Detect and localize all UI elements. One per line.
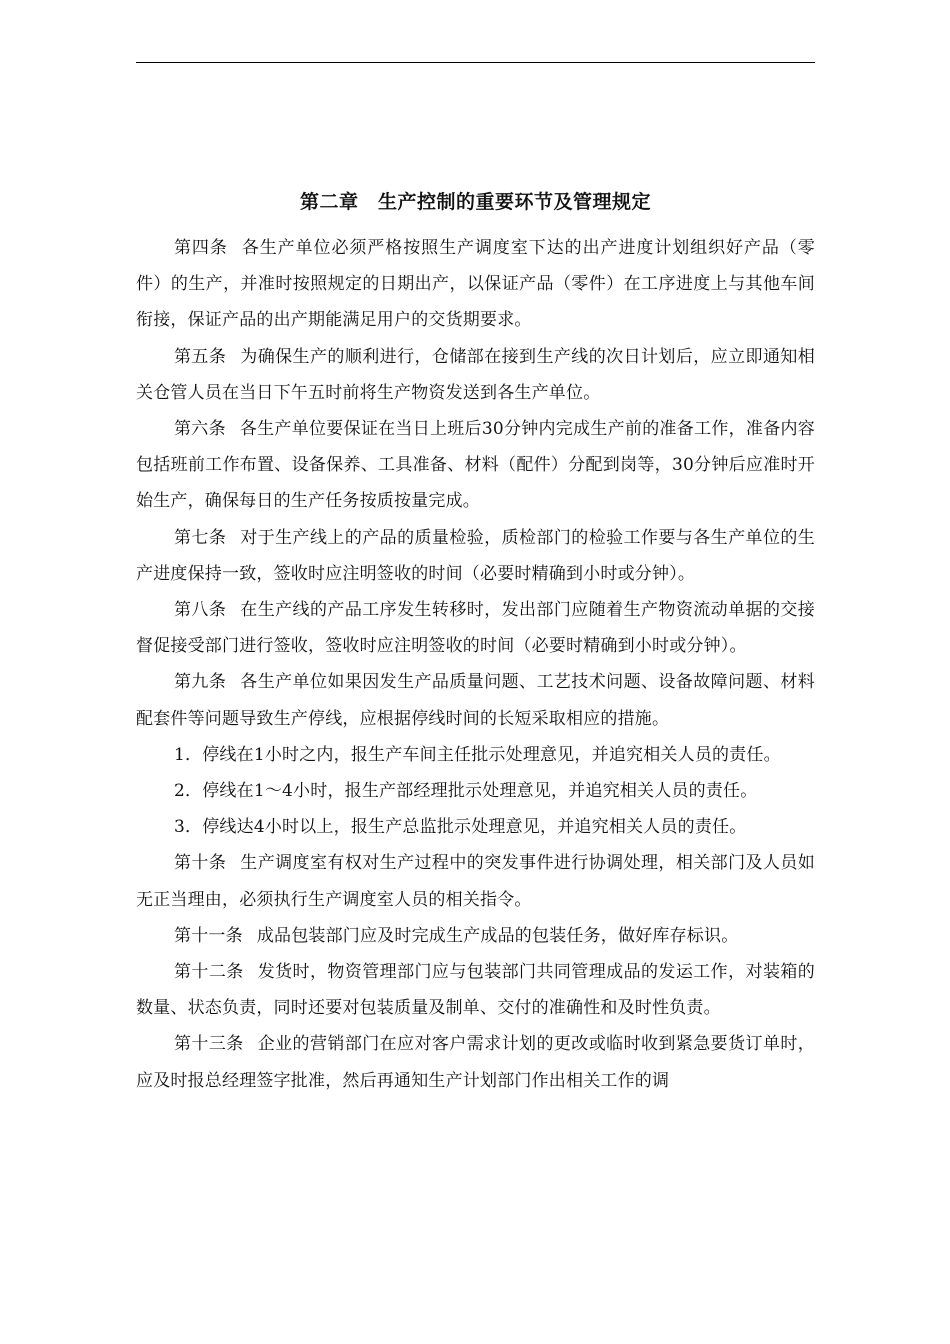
article-11 <box>136 918 815 954</box>
article-text: 各生产单位必须严格按照生产调度室下达的出产进度计划组织好产品（零件）的生产，并准时按照规定的日期出产，以保证产品（零件）在工序进度上与其他车间衔接，保证产品的出产期能满足用户的交货期要求。 <box>136 238 815 331</box>
article-label: 第八条 <box>174 600 227 621</box>
article-text: 发货时，物资管理部门应与包装部门共同管理成品的发运工作，对装箱的数量、状态负责，同时还要对包装质量及制单、交付的准确性和及时性负责。 <box>136 962 815 1019</box>
article-label: 第六条 <box>174 419 226 440</box>
article-6 <box>136 411 815 520</box>
article-text: 在生产线的产品工序发生转移时，发出部门应随着生产物资流动单据的交接督促接受部门进行签收，签收时应注明签收的时间（必要时精确到小时或分钟）。 <box>136 600 815 657</box>
article-label: 第七条 <box>174 527 227 548</box>
article-label: 第十一条 <box>174 925 243 946</box>
article-text: 为确保生产的顺利进行，仓储部在接到生产线的次日计划后，应立即通知相关仓管人员在当日下午五时前将生产物资发送到各生产单位。 <box>136 346 815 403</box>
list-item-1 <box>136 737 815 773</box>
article-10 <box>136 845 815 917</box>
document-body <box>136 188 815 1099</box>
list-item-text: 2．停线在1～4小时，报生产部经理批示处理意见，并追究相关人员的责任。 <box>174 781 758 802</box>
article-text: 生产调度室有权对生产过程中的突发事件进行协调处理，相关部门及人员如无正当理由，必须执行生产调度室人员的相关指令。 <box>136 853 815 910</box>
list-item-text: 3．停线达4小时以上，报生产总监批示处理意见，并追究相关人员的责任。 <box>174 817 747 838</box>
article-13 <box>136 1026 815 1098</box>
list-item-text: 1．停线在1小时之内，报生产车间主任批示处理意见，并追究相关人员的责任。 <box>174 744 781 765</box>
article-9 <box>136 664 815 736</box>
article-label: 第四条 <box>174 238 228 258</box>
list-item-2 <box>136 773 815 809</box>
list-item-3 <box>136 809 815 845</box>
article-7 <box>136 520 815 592</box>
article-5 <box>136 339 815 411</box>
article-label: 第九条 <box>174 672 227 693</box>
chapter-title: 第二章 生产控制的重要环节及管理规定 <box>299 191 651 213</box>
article-text: 成品包装部门应及时完成生产成品的包装任务，做好库存标识。 <box>256 925 739 946</box>
article-label: 第十条 <box>174 853 227 874</box>
article-label: 第五条 <box>174 346 227 367</box>
article-text: 企业的营销部门在应对客户需求计划的更改或临时收到紧急要货订单时，应及时报总经理签字批准，然后再通知生产计划部门作出相关工作的调 <box>136 1034 815 1091</box>
article-4 <box>136 230 815 339</box>
article-text: 各生产单位如果因发生产品质量问题、工艺技术问题、设备故障问题、材料配套件等问题导致生产停线，应根据停线时间的长短采取相应的措施。 <box>136 672 815 729</box>
article-label: 第十二条 <box>174 962 244 983</box>
article-text: 对于生产线上的产品的质量检验，质检部门的检验工作要与各生产单位的生产进度保持一致，签收时应注明签收的时间（必要时精确到小时或分钟）。 <box>136 527 815 584</box>
article-label: 第十三条 <box>174 1034 244 1055</box>
article-8 <box>136 592 815 664</box>
article-text: 各生产单位要保证在当日上班后30分钟内完成生产前的准备工作，准备内容包括班前工作布置、设备保养、工具准备、材料（配件）分配到岗等，30分钟后应准时开始生产，确保每日的生产任务按质按量完成。 <box>136 419 815 512</box>
header-rule <box>136 62 815 63</box>
article-12 <box>136 954 815 1026</box>
